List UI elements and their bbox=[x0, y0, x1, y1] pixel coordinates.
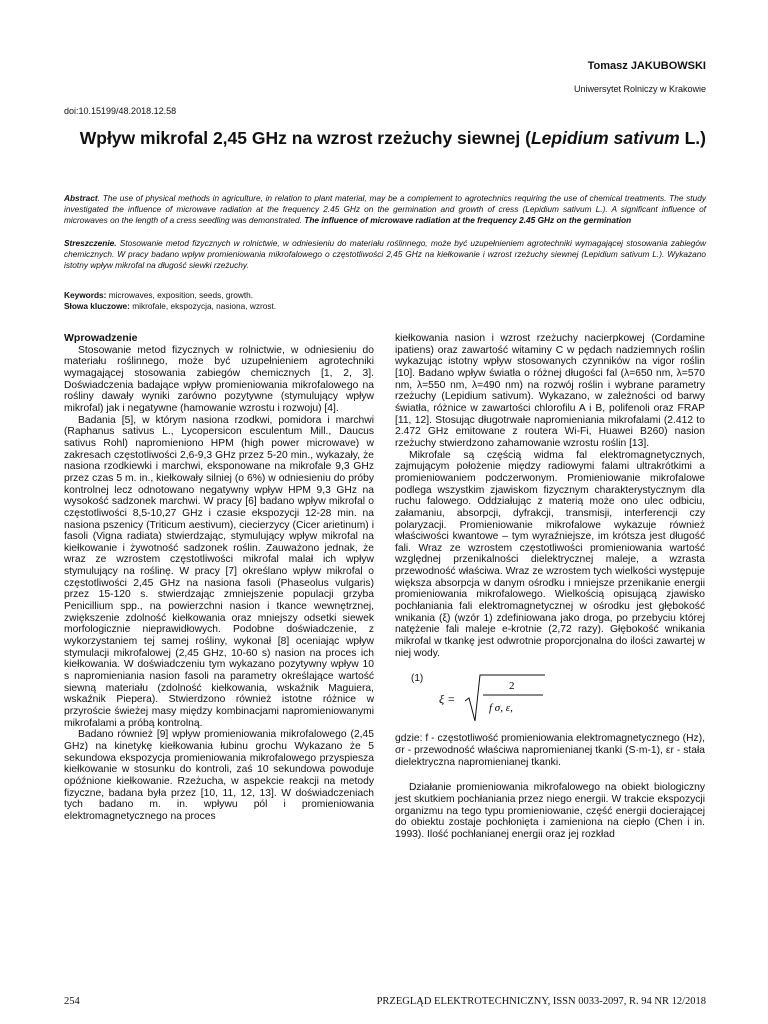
title-latin: Lepidium sativum bbox=[530, 128, 680, 148]
keywords-line bbox=[64, 290, 706, 301]
abstract bbox=[64, 193, 706, 226]
right-paragraph: kiełkowania nasion i wzrost rzeżuchy nacierpkowej (Cordamine ipatiens) oraz zawartość witaminy C w pędach nadziemnych roślin wykazując istotny wpływ stosowanych czynników na vigor roślin [10]. Badano wpływ światła o różnej długości fal (λ=650 nm, λ=570 nm, λ=550 nm, λ=490 nm) na rozwój roślin i wybrane parametry rzeżuchy (Lepidium sativum). Wykazano, w zależności od barwy światła, różnice w zawartości chlorofilu A i B, polifenoli oraz FRAP [11, 12]. Stosując długotrwałe napromieniania mikrofalami (2.412 to 2.472 GHz emitowane z routera Wi-Fi, Huawei B260) nasion rzeżuchy stwierdzono zahamowanie wzrostu roślin [13]. bbox=[395, 333, 705, 449]
abstract-text: . The use of physical methods in agriculture, in relation to plant material, may be a complement to agrotechnics requiring the use of chemical treatments. The study investigated the influence of microwave radiation at the frequency 2.45 GHz on the germination and growth of cress (Lepidium sativum L.). A significant influence of microwaves on the length of a cress seedling was demonstrated. bbox=[64, 193, 706, 225]
title-main: Wpływ mikrofal 2,45 GHz na wzrost rzeżuchy siewnej ( bbox=[79, 128, 531, 148]
right-paragraph: Mikrofale są częścią widma fal elektromagnetycznych, zajmującym położenie między radiowymi falami ultrakrótkimi a promieniowaniem podczerwonym. Promieniowanie mikrofalowe podlega wszystkim zjawiskom fizycznym charakterystycznym dla ruchu falowego. Oddziałując z materią może ono ulec odbiciu, załamaniu, absorpcji, dyfrakcji, transmisji, interferencji czy polaryzacji. Promieniowanie mikrofalowe wykazuje również właściwości kwantowe – tym wyraźniejsze, im krótsza jest długość fali. Wraz ze wzrostem częstotliwości promieniowania wartość względnej przenikalności dielektrycznej maleje, a wzrasta przewodność właściwa. Wraz ze wzrostem tych wielkości występuje większa absorpcja w danym ośrodku i mniejsze przenikanie energii promieniowania mikrofalowego. Wielkością opisującą zjawisko pochłaniania fali elektromagnetycznej w ośrodku jest głębokość wnikania (ξ) (wzór 1) zdefiniowana jako droga, po przebyciu której natężenie fali maleje e-krotnie (2,72 razy). Głębokość wnikania mikrofal w tkankę jest odwrotnie proporcjonalna do ilości zawartej w niej wody. bbox=[395, 449, 705, 659]
slowa-kluczowe-line bbox=[64, 301, 706, 312]
formula-radical bbox=[465, 675, 545, 721]
doi: doi:10.15199/48.2018.12.58 bbox=[64, 106, 177, 116]
streszczenie bbox=[64, 238, 706, 271]
formula-lhs: ξ = bbox=[439, 692, 456, 707]
journal-footer: PRZEGLĄD ELEKTROTECHNICZNY, ISSN 0033-2097, R. 94 NR 12/2018 bbox=[376, 996, 706, 1007]
page-number: 254 bbox=[64, 996, 80, 1007]
left-column bbox=[64, 333, 374, 823]
author-name: Tomasz JAKUBOWSKI bbox=[587, 60, 706, 72]
keywords-block bbox=[64, 290, 706, 312]
formula-numerator: 2 bbox=[509, 680, 515, 693]
formula-denominator: f σ, ε, bbox=[489, 702, 513, 715]
streszczenie-text: Stosowanie metod fizycznych w rolnictwie, w odniesieniu do materiału roślinnego, może być uzupełnieniem agrotechniki wymagającej stosowania zabiegów chemicznych. W pracy badano wpływ promieniowania mikrofalowego o częstotliwości 2,45 GHz na kiełkowanie i wzrost rzeżuchy siewnej (Lepidium sativum L.). Wykazano istotny wpływ mikrofal na długość siewki rzeżuchy. bbox=[64, 238, 706, 270]
abstract-label: Abstract bbox=[64, 193, 98, 203]
slowa-kluczowe-label: Słowa kluczowe: bbox=[64, 301, 130, 311]
formula-label: (1) bbox=[411, 673, 424, 685]
slowa-kluczowe-text: mikrofale, ekspozycja, nasiona, wzrost. bbox=[129, 301, 277, 311]
paragraph-gap bbox=[395, 768, 705, 782]
formula-1 bbox=[395, 667, 705, 727]
right-column bbox=[395, 333, 705, 841]
abstract-bold: The influence of microwave radiation at the frequency 2.45 GHz on the germination bbox=[304, 215, 632, 225]
title-end: L.) bbox=[679, 128, 706, 148]
left-paragraph: Badano również [9] wpływ promieniowania mikrofalowego (2,45 GHz) na kinetykę kiełkowania łubinu grochu Wykazano że 5 sekundowa ekspozycja promieniowania mikrofalowego przyspiesza kiełkowanie w stosunku do kontroli, zaś 10 sekundowa powoduje opóźnione kiełkowanie. Rzeżucha, w aspekcie reakcji na metody fizyczne, badana była przez [10, 11, 12, 13]. W doświadczeniach tych badano m. in. wpływu pól i promieniowania elektromagnetycznego na proces bbox=[64, 729, 374, 822]
section-heading: Wprowadzenie bbox=[64, 332, 138, 344]
formula-svg bbox=[435, 667, 575, 727]
left-paragraph: Stosowanie metod fizycznych w rolnictwie, w odniesieniu do materiału roślinnego, może być uzupełnieniem agrotechniki wymagającej stosowania zabiegów chemicznych [1, 2, 3]. Doświadczenia badające wpływ promieniowania mikrofalowego na rośliny dawały wyniki zarówno pozytywne (stymulujący wpływ mikrofal) jak i negatywne (hamowanie wzrostu i rozwoju) [4]. bbox=[64, 344, 374, 414]
keywords-text: microwaves, exposition, seeds, growth. bbox=[106, 290, 254, 300]
right-paragraph: Działanie promieniowania mikrofalowego na obiekt biologiczny jest skutkiem pochłaniania przez niego energii. W trakcie ekspozycji organizmu na tego typu promieniowanie, część energii docierającej do obiektu zostaje pochłonięta i zamieniona na ciepło (Chen i in. 1993). Ilość pochłanianej energii oraz jej rozkład bbox=[395, 782, 705, 840]
streszczenie-label: Streszczenie. bbox=[64, 238, 117, 248]
left-paragraph: Badania [5], w którym nasiona rzodkwi, pomidora i marchwi (Raphanus sativus L., Lycopersicon esculentum Mill., Daucus sativus Rohl) napromieniono HPM (high power microwave) w zakresach częstotliwości 2,6-9,3 GHz przez 5-20 min., wykazały, że nasiona rzodkiewki i marchwi, eksponowane na mikrofale 9,3 GHz przez czas 5 m. in., kiełkowały silniej (o 6%) w odniesieniu do próby kontrolnej lecz odnotowano negatywny wpływ HPM 9,3 GHz na wysokość sadzonek marchwi. W pracy [6] badano wpływ mikrofal o częstotliwości 8,5-10,27 GHz i czasie ekspozycji 12-28 min. na nasiona pszenicy (Triticum aestivum), ciecierzycy (Cicer arietinum) i fasoli (Vigna radiata) stwierdzając, stymulujący wpływ mikrofal na kiełkowanie i żywotność sadzonek roślin. Zauważono jednak, że wraz ze wzrostem częstotliwości mikrofal malał ich wpływ stymulujący na roślinę. W pracy [7] określano wpływ mikrofal o częstotliwości 2,45 GHz na nasiona fasoli (Phaseolus vulgaris) przez 15-120 s. stwierdzając zmniejszenie populacji grzyba Penicillium spp., na powierzchni nasion i tkance wewnętrznej, zwiększenie zdolność kiełkowania oraz mniejszy odsetki siewek morfologicznie nieprawidłowych. Podobne doświadczenie, z wykorzystaniem tej samej rośliny, wykonał [8] oceniając wpływ stymulacji mikrofalowej (2,45 GHz, 10-60 s) nasion na proces ich kiełkowania. W doświadczeniu tym wykazano pozytywny wpływ 10 s napromieniania nasion fasoli na parametry określające wartość siewną materiału (zdolność kiełkowania, wskaźnik Maguiera, wskaźnik Piepera). Stwierdzono również istotne różnice w przyrościе świeżej masy między kombinacjami napromieniowanymi mikrofalami a próbą kontrolną. bbox=[64, 414, 374, 729]
author-affiliation: Uniwersytet Rolniczy w Krakowie bbox=[573, 84, 706, 94]
paper-title bbox=[64, 127, 706, 150]
keywords-label: Keywords: bbox=[64, 290, 107, 300]
formula-explanation: gdzie: f - częstotliwość promieniowania elektromagnetycznego (Hz), σr - przewodność właściwa napromienianej tkanki (S·m-1), εr - stała dielektryczna napromienianej tkanki. bbox=[395, 733, 705, 768]
